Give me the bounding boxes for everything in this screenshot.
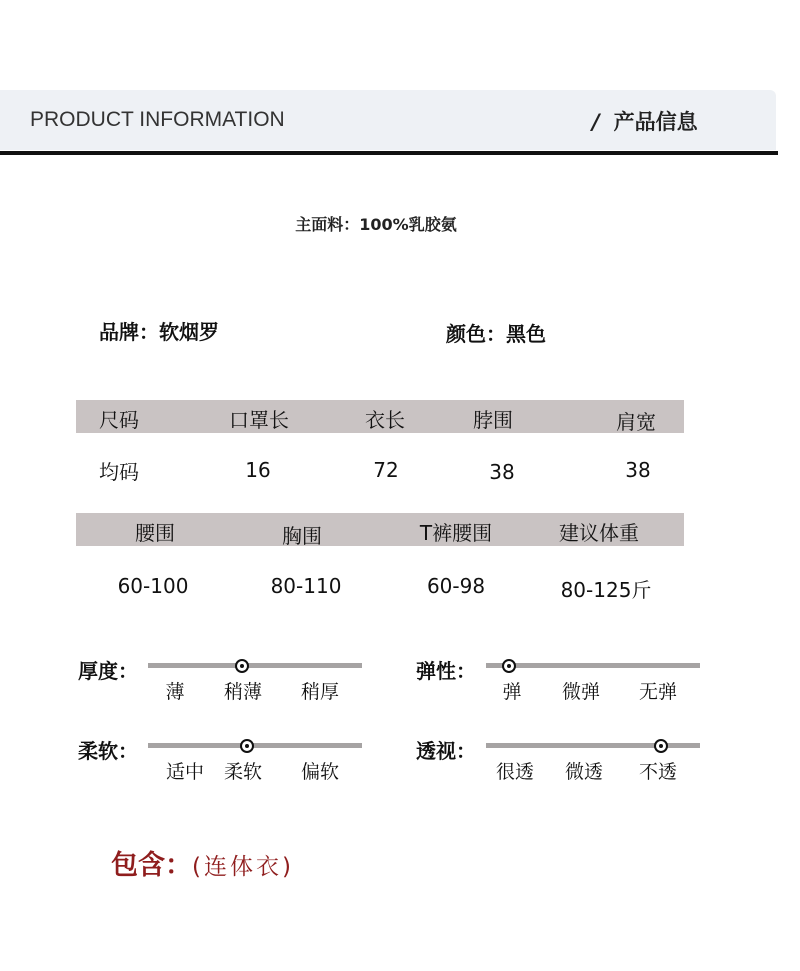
softness-marker-icon [240,739,254,753]
size-table-1-value: 16 [245,458,271,482]
size-table-2-header-cell: 建议体重 [559,521,639,545]
size-table-2-header-cell: T裤腰围 [419,521,493,545]
size-table-1-header-cell: 衣长 [365,408,405,432]
size-table-1-value: 72 [373,458,399,482]
thickness-track [148,663,362,668]
size-table-1-header-cell: 尺码 [99,408,139,432]
header-divider [0,151,778,155]
thickness-tick: 稍薄 [223,681,263,703]
brand-label: 品牌：软烟罗 [99,320,219,344]
thickness-tick: 稍厚 [300,681,340,703]
softness-track [148,743,362,748]
size-table-2-value: 80-125斤 [560,578,652,602]
elasticity-track [486,663,700,668]
elasticity-marker-icon [502,659,516,673]
main-material: 主面料：100%乳胶氨 [295,215,457,234]
header-title-cn-text: 产品信息 [613,110,698,134]
transparency-label: 透视： [416,739,476,763]
size-table-1-header-cell: 脖围 [473,408,513,432]
transparency-tick: 不透 [638,761,678,783]
thickness-marker-icon [235,659,249,673]
header-title-en: PRODUCT INFORMATION [30,108,285,131]
thickness-label: 厚度： [78,659,138,683]
size-table-2-value: 60-100 [117,574,189,598]
elasticity-tick: 弹 [502,681,522,703]
header-title-cn [592,106,698,136]
size-table-1-value: 38 [625,458,651,482]
softness-tick: 柔软 [223,761,263,783]
transparency-tick: 微透 [564,761,604,783]
elasticity-label: 弹性： [416,659,476,683]
size-table-1-header-cell: 口罩长 [229,408,289,432]
elasticity-tick: 微弹 [561,681,601,703]
size-table-2-value: 80-110 [270,574,342,598]
package-contents [111,843,294,882]
size-table-2-header-cell: 胸围 [282,524,322,548]
transparency-marker-icon [654,739,668,753]
size-table-1-value: 均码 [99,460,139,484]
color-label: 颜色：黑色 [446,322,546,346]
transparency-tick: 很透 [495,761,535,783]
size-table-2-value: 60-98 [426,574,486,598]
size-table-2-header-cell: 腰围 [135,521,175,545]
elasticity-tick: 无弹 [638,681,678,703]
softness-tick: 偏软 [300,761,340,783]
softness-label: 柔软： [78,739,138,763]
size-table-1-value: 38 [489,460,515,484]
thickness-tick: 薄 [165,681,185,703]
size-table-1-header-cell: 肩宽 [616,410,656,434]
softness-tick: 适中 [165,761,205,783]
package-contents-value: (连体衣) [192,854,294,880]
package-contents-label: 包含： [111,850,192,881]
header-slash: / [592,110,600,134]
